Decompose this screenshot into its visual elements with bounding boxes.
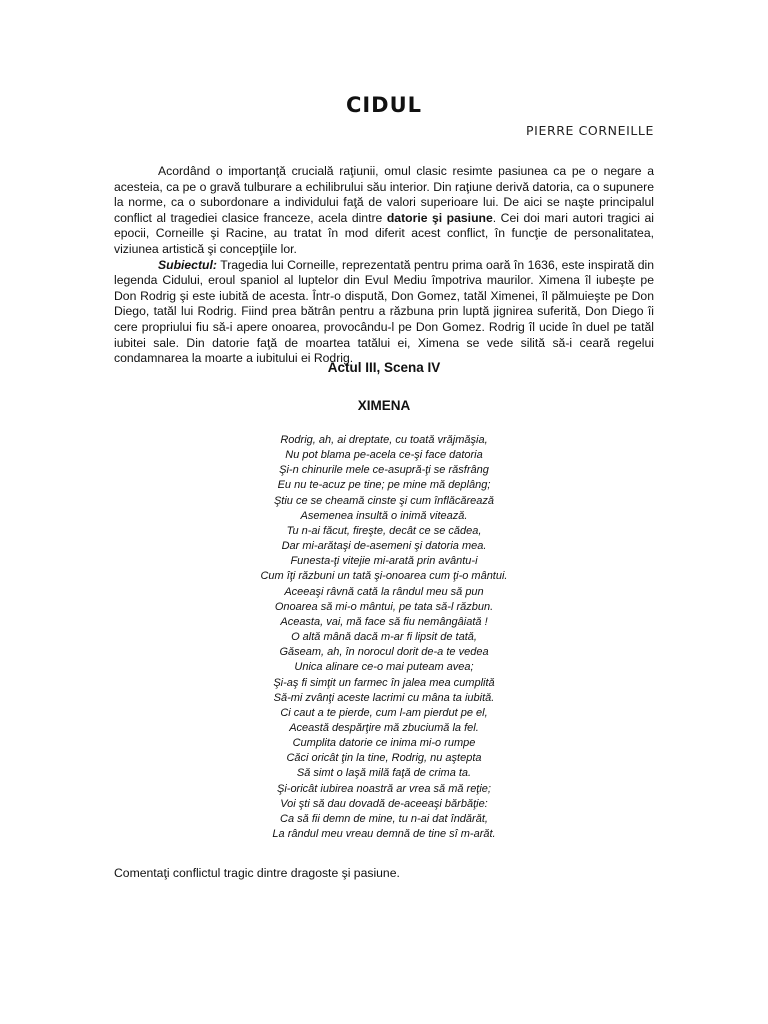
subject-label: Subiectul: (158, 257, 217, 272)
poem-line: Funesta-ţi vitejie mi-arată prin avântu-i (290, 555, 478, 568)
assignment-question: Comentaţi conflictul tragic dintre dragoste şi pasiune. (114, 866, 400, 880)
poem-line: Să simt o laşă milă faţă de crima ta. (296, 767, 472, 780)
intro-paragraph (114, 164, 654, 258)
character-heading: XIMENA (357, 398, 411, 413)
poem-line: Ştiu ce se cheamă cinste şi cum înflăcărează (273, 494, 495, 507)
poem-line: Şi-aş fi simţit un farmec în jalea mea cumplită (273, 676, 495, 689)
body-text (114, 164, 654, 367)
poem-line: Rodrig, ah, ai dreptate, cu toată vrăjmăşia, (280, 434, 488, 446)
poem-line: Aceeaşi râvnă cată la rândul meu să pun (284, 585, 484, 598)
poem-line: Eu nu te-acuz pe tine; pe mine mă deplâng; (277, 479, 491, 492)
poem-line: Aceasta, vai, mă face să fiu nemângâiată ! (280, 615, 488, 628)
poem-line: Ci caut a te pierde, cum l-am pierdut pe el, (280, 706, 488, 719)
poem-line: Această despărţire mă zbuciumă la fel. (289, 721, 479, 734)
poem-line: Găseam, ah, în norocul dorit de-a te vedea (279, 646, 489, 659)
intro-part2: . Cei doi mari autori tragici ai epocii, Corneille şi Racine, au tratat în mod diferit acest conflict, în funcţie de personalitatea, viziunea artistică şi concepţiile lor. (114, 210, 655, 256)
poem-line: Unica alinare ce-o mai puteam avea; (294, 661, 474, 674)
poem-line: Asemenea insultă o inimă vitează. (300, 509, 468, 522)
poem-line: Şi-n chinurile mele ce-asupră-ţi se răsfrâng (279, 464, 489, 477)
document-title: CIDUL (345, 93, 423, 117)
poem-line: La rândul meu vreau demnă de tine sî m-arăt. (272, 828, 496, 841)
poem-line: Şi-oricât iubirea noastră ar vrea să mă reţie; (277, 782, 491, 795)
poem-line: Dar mi-arătaşi de-asemeni şi datoria mea. (281, 540, 487, 553)
poem-verses (0, 433, 768, 842)
poem-line: Cumplita datorie ce inima mi-o rumpe (292, 737, 476, 750)
poem-line: Nu pot blama pe-acela ce-şi face datoria (285, 449, 483, 462)
poem-line: Voi şti să dau dovadă de-aceeaşi bărbăţie: (280, 797, 488, 810)
act-heading: Actul III, Scena IV (327, 360, 441, 375)
poem-line: Onoarea să mi-o mântui, pe tata să-l răzbun. (274, 600, 494, 613)
subject-text: Tragedia lui Corneille, reprezentată pentru prima oară în 1636, este inspirată din legenda Cidului, eroul spaniol al luptelor din Evul Mediu împotriva maurilor. Ximena îl iubeşte pe Don Rodrig şi este iubită de acesta. Într-o dispută, Don Gomez, tatăl Ximenei, îl pălmuieşte pe Don Diego, tatăl lui Rodrig. Fiind prea bătrân pentru a răzbuna prin luptă jignirea suferită, Don Diego îi cere propriului fiu să-i apere onoarea, provocându-l pe Don Gomez. Rodrig îl ucide în duel pe tatăl iubitei sale. Din datorie faţă de moartea tatălui ei, Ximena se vede silită să-i ceară regelui condamnarea la moarte a iubitului ei Rodrig. (114, 257, 654, 366)
author-name: PIERRE CORNEILLE (526, 123, 654, 138)
poem-line: Ca să fii demn de mine, tu n-ai dat îndărăt, (280, 812, 488, 825)
intro-part1: Acordând o importanţă crucială raţiunii, omul clasic resimte pasiunea ca pe o negare a acesteia, ca pe o gravă tulburare a echilibrului său interior. Din raţiune derivă datoria, ca o supunere la norme, ca o subordonare a individului faţă de valori superioare lui. De aici se naşte principalul conflict al tragediei clasice franceze, acela dintre (114, 164, 654, 225)
subject-paragraph (114, 258, 654, 367)
poem-line: Să-mi zvânţi aceste lacrimi cu mâna ta iubită. (273, 691, 495, 704)
poem-line: O altă mână dacă m-ar fi lipsit de tată, (291, 631, 477, 644)
poem-line: Căci oricât ţin la tine, Rodrig, nu aştepta (286, 752, 482, 765)
intro-bold-term: datorie şi pasiune (386, 210, 493, 225)
poem-line: Tu n-ai făcut, fireşte, decât ce se cădea, (286, 524, 482, 537)
poem-line: Cum îţi răzbuni un tată şi-onoarea cum ţi-o mântui. (260, 570, 508, 583)
